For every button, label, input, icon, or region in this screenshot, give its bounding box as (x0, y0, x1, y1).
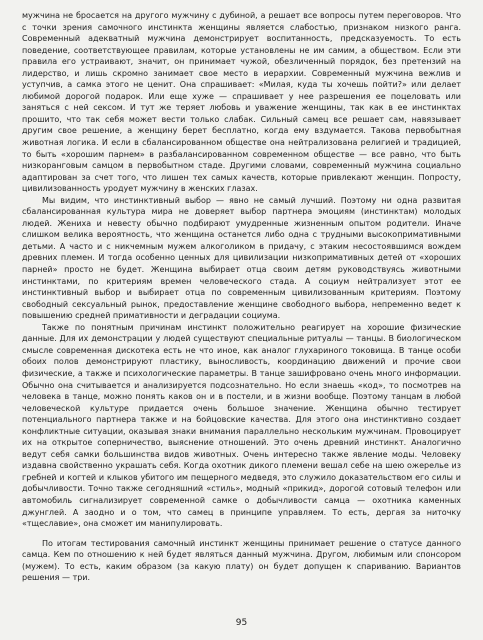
paragraph-2: Мы видим, что инстинктивный выбор — явно не самый лучший. Поэтому ни одна развитая сбалансированная культура мира не доверяет выбор партнера эмоциям (инстинктам) молодых людей. Жениха и невесту обычно подбирают умудренные жизненным опытом родители. Иначе слишком велика вероятность, что женщина останется либо одна с трудными высокопримативными детьми. А часто и с никчемным мужем алкоголиком в придачу, с этаким несостоявшимся вождем древних племен. И тогда особенно ценных для цивилизации низкопримативных детей от «хороших парней» просто не будет. Женщина выбирает отца своим детям руководствуясь животными инстинктами, по критериям времен человеческого стада. А социум нейтрализует этот ее инстинктивный выбор и выбирает отца по современным цивилизованным критериям. Поэтому свободный сексуальный рынок, предоставление женщине свободного выбора, непременно ведет к повышению средней примативности и деградации социума. (22, 195, 461, 321)
paragraph-gap (22, 530, 461, 538)
paragraph-3: Также по понятным причинам инстинкт положительно реагирует на хорошие физические данные. Для их демонстрации у людей существуют специальные ритуалы — танцы. В биологическом смысле современная дискотека есть не что иное, как аналог глухариного токовища. В танце особи обоих полов демонстрируют пластику, выносливость, координацию движений и прочие свои физические, а также и психологические параметры. В танце зашифровано очень много информации. Обычно она считывается и анализируется подсознательно. Но если знаешь «код», то посмотрев на человека в танце, можно понять каков он и в постели, и в жизни вообще. Поэтому танцам в любой человеческой культуре придается очень большое значение. Женщина обычно тестирует потенциального партнера также и на бойцовские качества. Для этого она инстинктивно создает конфликтные ситуации, оказывая знаки внимания параллельно нескольким мужчинам. Провоцирует их на открытое соперничество, выяснение отношений. Это очень древний инстинкт. Аналогично ведут себя самки большинства видов животных. Очень интересно также явление моды. Человеку издавна свойственно украшать себя. Когда охотник дикого племени вешал себе на шею ожерелье из гребней и когтей и клыков убитого им пещерного медведя, это служило доказательством его силы и добычливости. Точно также сегодняшний «стиль», модный «прикид», дорогой сотовый телефон или автомобиль сигнализирует современной самке о добычливости самца — охотника каменных джунглей. А заодно и о том, что самец в принципе управляем. То есть, дергая за ниточку «тщеславие», она сможет им манипулировать. (22, 322, 461, 529)
paragraph-4: По итогам тестирования самочный инстинкт женщины принимает решение о статусе данного самца. Кем по отношению к ней будет являться данный мужчина. Другом, любимым или спонсором (мужем). То есть, каким образом (за какую плату) он будет допущен к спариванию. Вариантов решения — три. (22, 538, 461, 583)
page-number: 95 (235, 618, 248, 628)
paragraph-1: мужчина не бросается на другого мужчину с дубиной, а решает все вопросы путем переговоров. Что с точки зрения самочного инстинкта женщины является слабостью, признаком низкого ранга. Современный адекватный мужчина демонстрирует воспитанность, предсказуемость. То есть поведение, соответствующее правилам, которые установлены не им самим, а обществом. Если эти правила его устраивают, значит, он принимает чужой, обезличенный порядок, без претензий на лидерство, и лишь скромно занимает свое место в иерархии. Современный мужчина вежлив и уступчив, а самка этого не ценит. Она спрашивает: «Милая, куда ты хочешь пойти?» или делает любимой дорогой подарок. Или еще хуже — спрашивает у нее разрешения ее поцеловать или заняться с ней сексом. И тут же теряет любовь и уважение женщины, так как в ее инстинктах прошито, что так себя может вести только слабак. Сильный самец все решает сам, навязывает другим свое решение, а женщину берет бесплатно, когда ему вздумается. Такова первобытная животная логика. И если в сбалансированном обществе она нейтрализована религией и традицией, то быть «хорошим парнем» в разбалансированном современном обществе — все равно, что быть низкоранговым самцом в первобытном стаде. Другими словами, современный мужчина социально адаптирован за счет того, что лишен тех самых качеств, которые привлекают женщин. Попросту, цивилизованность уродует мужчину в женских глазах. (22, 11, 461, 194)
